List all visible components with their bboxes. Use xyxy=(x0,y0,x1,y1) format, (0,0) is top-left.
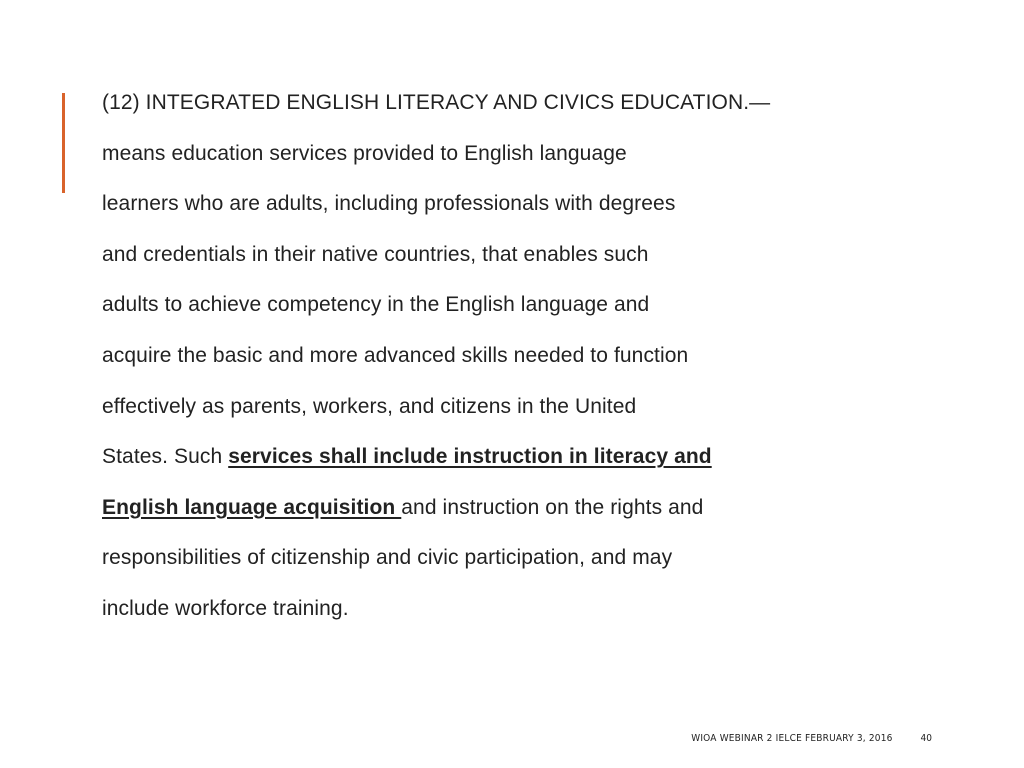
definition-line-8 xyxy=(102,483,902,534)
line-8-suffix: and instruction on the rights and xyxy=(401,495,704,519)
definition-line-7 xyxy=(102,432,902,483)
emphasis-text-2: English language acquisition xyxy=(102,495,402,519)
definition-line-1: means education services provided to English language xyxy=(102,141,627,165)
definition-line-6: effectively as parents, workers, and citizens in the United xyxy=(102,394,637,418)
definition-line-5: acquire the basic and more advanced skills needed to function xyxy=(102,343,689,367)
emphasis-text-1: services shall include instruction in literacy and xyxy=(228,445,712,469)
accent-bar xyxy=(62,93,65,193)
definition-heading: (12) INTEGRATED ENGLISH LITERACY AND CIVICS EDUCATION.— xyxy=(102,91,771,114)
definition-text xyxy=(102,78,902,635)
definition-line-2: learners who are adults, including professionals with degrees xyxy=(102,192,676,216)
slide-footer xyxy=(691,733,932,744)
definition-line-4: adults to achieve competency in the English language and xyxy=(102,293,650,317)
line-7-prefix: States. Such xyxy=(102,445,229,469)
page-number: 40 xyxy=(920,733,932,744)
definition-line-3: and credentials in their native countries, that enables such xyxy=(102,242,649,266)
footer-label: WIOA WEBINAR 2 IELCE FEBRUARY 3, 2016 xyxy=(691,733,893,744)
definition-line-9: responsibilities of citizenship and civic participation, and may xyxy=(102,546,673,570)
definition-line-10: include workforce training. xyxy=(102,596,349,620)
